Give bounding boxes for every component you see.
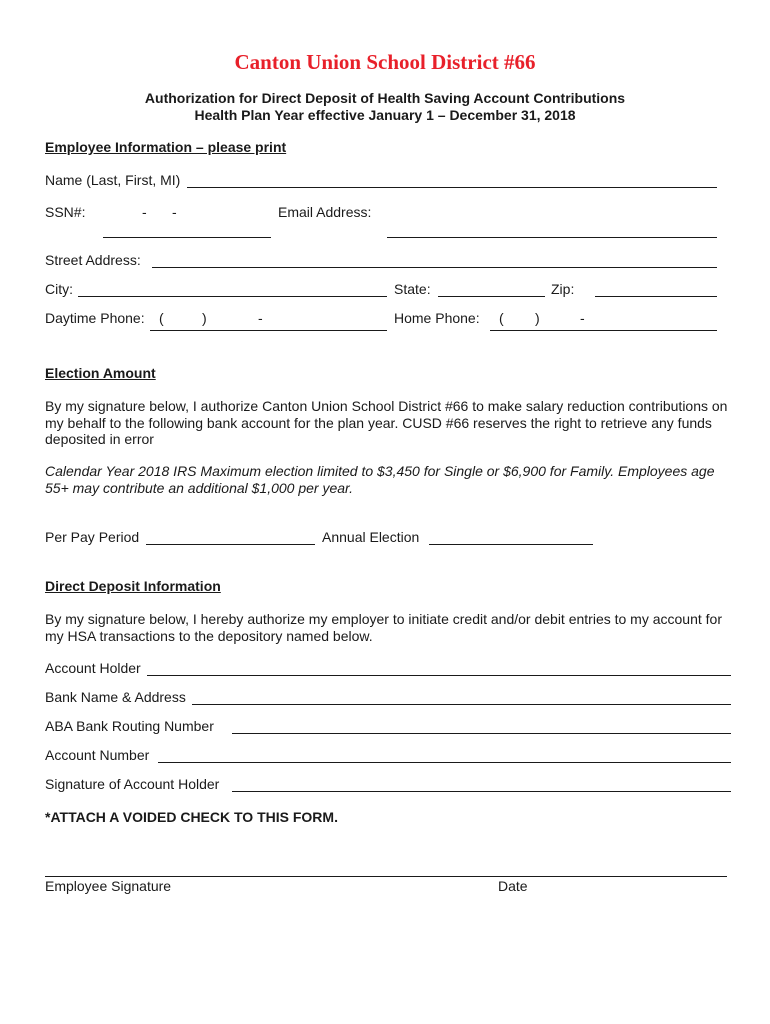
city-field[interactable]: [78, 296, 387, 297]
election-heading: Election Amount: [45, 365, 156, 381]
ssn-dash-1: -: [142, 204, 147, 220]
employee-signature-line[interactable]: [45, 876, 727, 877]
zip-field[interactable]: [595, 296, 717, 297]
attach-check-note: *ATTACH A VOIDED CHECK TO THIS FORM.: [45, 809, 338, 825]
annual-election-label: Annual Election: [322, 529, 420, 545]
bank-name-label: Bank Name & Address: [45, 689, 186, 705]
direct-deposit-paragraph: By my signature below, I hereby authorize my employer to initiate credit and/or debit entries to my account for my HSA transactions to the depository named below.: [45, 611, 722, 644]
city-label: City:: [45, 281, 73, 297]
name-field[interactable]: [187, 187, 717, 188]
bank-name-field[interactable]: [192, 704, 731, 705]
employee-signature-label: Employee Signature: [45, 878, 172, 894]
signature-holder-field[interactable]: [232, 791, 731, 792]
plan-year: Health Plan Year effective January 1 – December 31, 2018: [194, 107, 576, 123]
state-field[interactable]: [438, 296, 545, 297]
employee-info-heading: Employee Information – please print: [45, 139, 287, 155]
ssn-label: SSN#:: [45, 204, 86, 220]
date-label: Date: [498, 878, 528, 894]
home-phone-label: Home Phone:: [394, 310, 480, 326]
annual-election-field[interactable]: [429, 544, 593, 545]
home-phone-field[interactable]: [490, 330, 717, 331]
signature-holder-label: Signature of Account Holder: [45, 776, 220, 792]
aba-routing-label: ABA Bank Routing Number: [45, 718, 214, 734]
per-pay-field[interactable]: [146, 544, 315, 545]
account-holder-label: Account Holder: [45, 660, 141, 676]
daytime-paren-open: (: [159, 310, 164, 326]
home-dash: -: [580, 310, 585, 326]
account-number-field[interactable]: [158, 762, 731, 763]
aba-routing-field[interactable]: [232, 733, 731, 734]
home-paren-close: ): [535, 310, 540, 326]
email-field[interactable]: [387, 237, 717, 238]
email-label: Email Address:: [278, 204, 372, 220]
irs-note: Calendar Year 2018 IRS Maximum election limited to $3,450 for Single or $6,900 for Family. Employees age 55+ may contribute an additional $1,000 per year.: [45, 463, 715, 496]
direct-deposit-heading: Direct Deposit Information: [45, 578, 221, 594]
street-label: Street Address:: [45, 252, 141, 268]
district-title: Canton Union School District #66: [234, 50, 536, 74]
zip-label: Zip:: [551, 281, 575, 297]
daytime-phone-field[interactable]: [150, 330, 387, 331]
account-number-label: Account Number: [45, 747, 150, 763]
state-label: State:: [394, 281, 431, 297]
daytime-phone-label: Daytime Phone:: [45, 310, 145, 326]
per-pay-label: Per Pay Period: [45, 529, 140, 545]
daytime-paren-close: ): [202, 310, 207, 326]
daytime-dash: -: [258, 310, 263, 326]
street-field[interactable]: [152, 267, 717, 268]
name-label: Name (Last, First, MI): [45, 172, 181, 188]
home-paren-open: (: [499, 310, 504, 326]
ssn-field[interactable]: [103, 237, 271, 238]
election-paragraph: By my signature below, I authorize Canton Union School District #66 to make salary reduction contributions on my behalf to the following bank account for the plan year. CUSD #66 reserves the right to retrieve any funds deposited in error: [45, 398, 728, 447]
ssn-dash-2: -: [172, 204, 177, 220]
form-title: Authorization for Direct Deposit of Health Saving Account Contributions: [144, 90, 626, 106]
account-holder-field[interactable]: [147, 675, 731, 676]
